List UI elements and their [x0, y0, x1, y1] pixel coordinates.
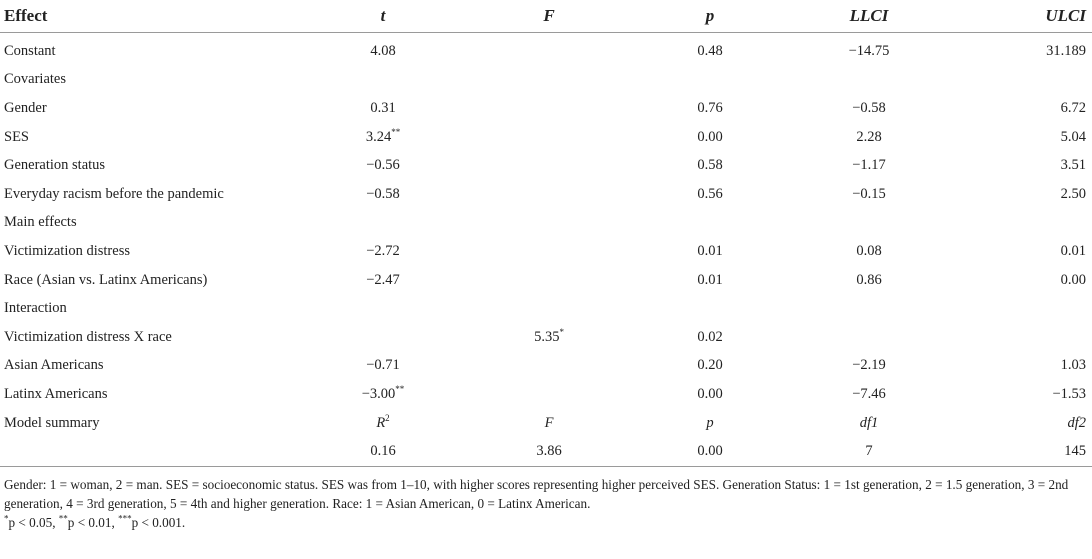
significance-legend: [4, 513, 1088, 532]
row-label: Victimization distress: [4, 242, 130, 259]
header-effect: Effect: [0, 0, 300, 33]
cell-f: [466, 294, 632, 323]
cell-p: 0.00: [697, 128, 723, 145]
cell-t: −3.00**: [361, 384, 405, 402]
cell-f: [466, 209, 632, 238]
cell-llci: 7: [788, 437, 950, 466]
cell-f: [466, 180, 632, 209]
cell-t: −0.58: [366, 185, 400, 202]
cell-llci: [788, 209, 950, 238]
row-label: Covariates: [4, 71, 67, 88]
cell-ulci: df2: [1067, 414, 1086, 431]
row-label: Latinx Americans: [4, 385, 108, 402]
cell-p: p: [706, 414, 714, 431]
cell-f: [466, 123, 632, 152]
table-row: [0, 151, 1092, 180]
cell-p: 0.01: [697, 242, 723, 259]
cell-ulci: 5.04: [1060, 128, 1086, 145]
row-label: [0, 437, 300, 466]
row-label: Interaction: [4, 300, 67, 317]
cell-f: 5.35*: [534, 326, 564, 345]
cell-p: 0.58: [697, 157, 723, 174]
cell-ulci: 2.50: [1060, 185, 1086, 202]
cell-t: [300, 323, 466, 352]
cell-llci: −0.58: [852, 99, 886, 116]
cell-p: 0.01: [697, 271, 723, 288]
cell-llci: 0.08: [856, 242, 882, 259]
cell-llci: 2.28: [856, 128, 882, 145]
table-row: [0, 237, 1092, 266]
cell-ulci: 145: [950, 437, 1092, 466]
cell-p: [632, 209, 788, 238]
header-ulci: ULCI: [950, 0, 1092, 33]
cell-ulci: 3.51: [1060, 157, 1086, 174]
cell-p: [632, 294, 788, 323]
cell-t: 3.24**: [365, 126, 401, 145]
notes-line: Gender: 1 = woman, 2 = man. SES = socioeconomic status. SES was from 1–10, with higher scores representing higher perceived SES. Generation Status: 1 = 1st generation, 2 = 1.5 generation, 3 = 2nd generation, 4 = 3rd generation, 5 = 4th and higher generation. Race: 1 = Asian American, 0 = Latinx American.: [4, 476, 1069, 511]
table-row: [0, 294, 1092, 323]
cell-ulci: 31.189: [1046, 42, 1086, 59]
cell-ulci: 0.01: [1060, 242, 1086, 259]
table-row: [0, 123, 1092, 152]
cell-f: [466, 94, 632, 123]
cell-f: 3.86: [466, 437, 632, 466]
cell-p: 0.00: [697, 385, 723, 402]
cell-f: [466, 66, 632, 95]
header-p: p: [632, 0, 788, 33]
table-row: [0, 209, 1092, 238]
sig3-mark: ***: [118, 513, 132, 524]
row-label: Asian Americans: [4, 357, 104, 374]
table-row: [0, 380, 1092, 409]
cell-t: −0.71: [366, 357, 400, 374]
cell-f: [466, 151, 632, 180]
cell-llci: −1.17: [852, 157, 886, 174]
sig1-text: p < 0.05,: [8, 514, 59, 530]
cell-ulci: [950, 323, 1092, 352]
row-label: Generation status: [4, 157, 106, 174]
table-notes: [0, 467, 1092, 532]
cell-ulci: [950, 66, 1092, 95]
sig2-text: p < 0.01,: [67, 514, 119, 530]
row-label: Victimization distress X race: [4, 328, 172, 345]
cell-llci: −0.15: [852, 185, 886, 202]
cell-llci: −2.19: [852, 357, 886, 374]
cell-llci: 0.86: [856, 271, 882, 288]
header-llci: LLCI: [788, 0, 950, 33]
row-label: Constant: [4, 42, 56, 59]
table-row: [0, 33, 1092, 66]
header-f: F: [466, 0, 632, 33]
cell-t: [300, 209, 466, 238]
header-row: [0, 0, 1092, 33]
header-t: t: [300, 0, 466, 33]
cell-llci: df1: [859, 414, 879, 431]
cell-p: [632, 66, 788, 95]
cell-t: 0.31: [370, 99, 396, 116]
cell-p: 0.56: [697, 185, 723, 202]
cell-t: [300, 66, 466, 95]
table-row: [0, 352, 1092, 381]
cell-llci: −14.75: [848, 42, 890, 59]
cell-ulci: [950, 209, 1092, 238]
cell-f: [466, 380, 632, 409]
sig1-mark: *: [4, 513, 9, 524]
sig2-mark: **: [58, 513, 68, 524]
cell-t: $R^2$: [376, 412, 390, 431]
cell-llci: −7.46: [852, 385, 886, 402]
cell-f: [466, 266, 632, 295]
cell-t: 0.16: [300, 437, 466, 466]
cell-ulci: −1.53: [1052, 385, 1086, 402]
table-row: [0, 94, 1092, 123]
sig3-text: p < 0.001.: [131, 514, 186, 530]
cell-p: 0.20: [697, 357, 723, 374]
cell-llci: [788, 66, 950, 95]
cell-f: [466, 352, 632, 381]
cell-ulci: 0.00: [1060, 271, 1086, 288]
row-label: Model summary: [4, 414, 100, 431]
table-row: [0, 266, 1092, 295]
table-row: [0, 66, 1092, 95]
cell-t: [300, 294, 466, 323]
cell-p: 0.76: [697, 99, 723, 116]
cell-ulci: 1.03: [1060, 357, 1086, 374]
row-label: SES: [4, 128, 29, 145]
cell-t: −2.72: [366, 242, 400, 259]
cell-p: 0.00: [632, 437, 788, 466]
row-label: Everyday racism before the pandemic: [4, 185, 224, 202]
table-body: [0, 33, 1092, 467]
row-label: Gender: [4, 99, 47, 116]
row-label: Main effects: [4, 214, 77, 231]
cell-p: 0.02: [697, 328, 723, 345]
cell-ulci: 6.72: [1060, 99, 1086, 116]
cell-f: [466, 33, 632, 66]
cell-ulci: [950, 294, 1092, 323]
cell-f: F: [544, 414, 554, 431]
row-label: Race (Asian vs. Latinx Americans): [4, 271, 208, 288]
cell-llci: [788, 294, 950, 323]
cell-t: −2.47: [366, 271, 400, 288]
table-row: [0, 323, 1092, 352]
cell-t: −0.56: [366, 157, 400, 174]
table-row: [0, 437, 1092, 466]
cell-llci: [788, 323, 950, 352]
cell-p: 0.48: [697, 42, 723, 59]
cell-f: [466, 237, 632, 266]
cell-t: 4.08: [370, 42, 396, 59]
table-row: [0, 409, 1092, 438]
table-row: [0, 180, 1092, 209]
